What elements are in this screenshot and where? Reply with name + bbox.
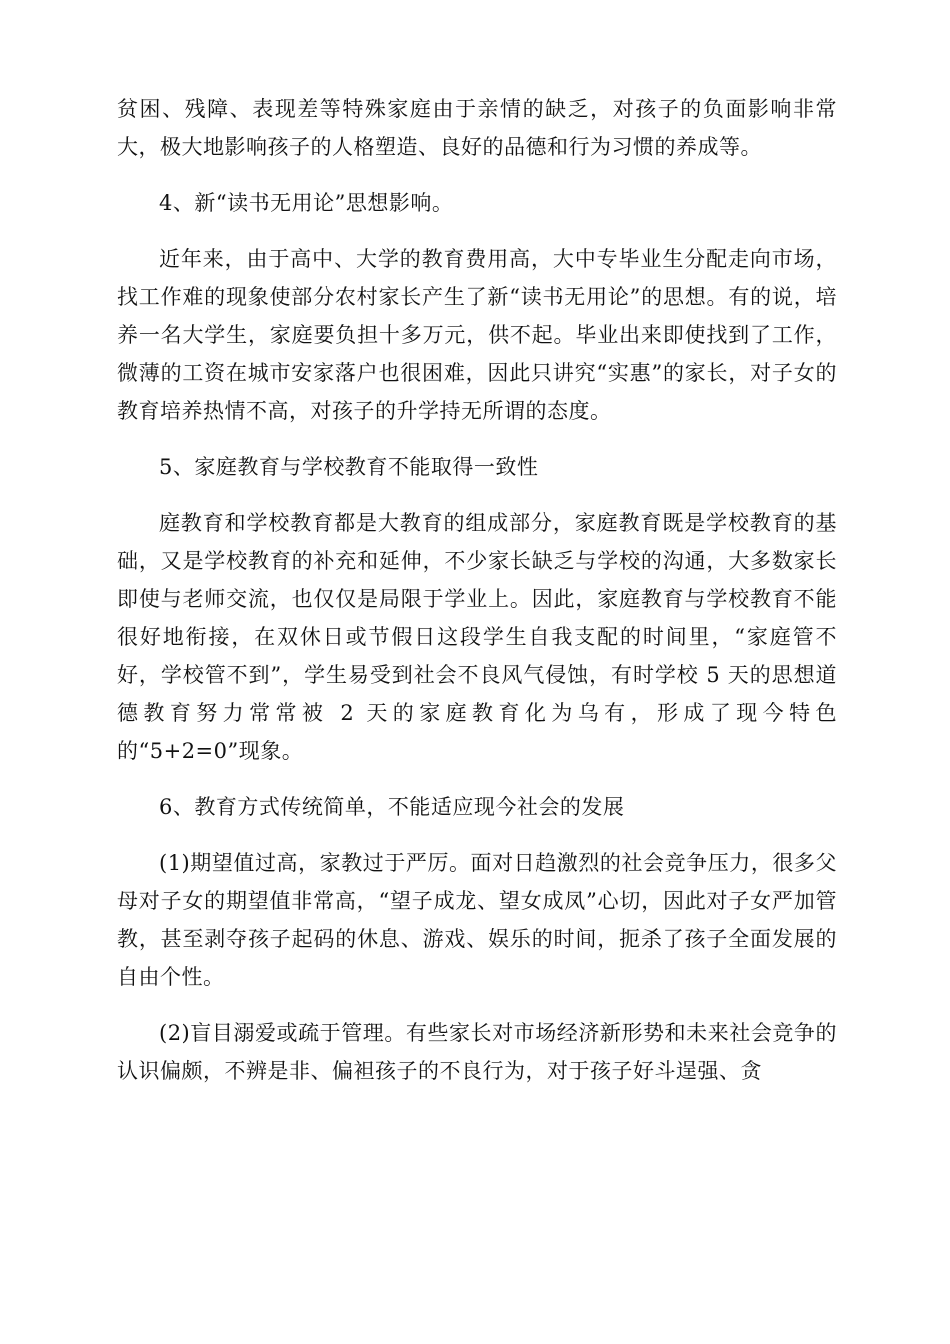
paragraph-section-6-item-2: (2)盲目溺爱或疏于管理。有些家长对市场经济新形势和未来社会竞争的认识偏颇，不辨是非、偏袒孩子的不良行为，对于孩子好斗逞强、贪 [117, 1021, 837, 1083]
section-heading-4: 4、新“读书无用论”思想影响。 [159, 191, 454, 215]
paragraph-section-5: 庭教育和学校教育都是大教育的组成部分，家庭教育既是学校教育的基础，又是学校教育的补充和延伸，不少家长缺乏与学校的沟通，大多数家长即使与老师交流，也仅仅是局限于学业上。因此，家庭教育与学校教育不能很好地衔接，在双休日或节假日这段学生自我支配的时间里，“家庭管不好，学校管不到”，学生易受到社会不良风气侵蚀，有时学校 5 天的思想道德教育努力常常被 2 天的家庭教育化为乌有，形成了现今特色的“5+2=0”现象。 [117, 511, 837, 763]
paragraph-section-4: 近年来，由于高中、大学的教育费用高，大中专毕业生分配走向市场，找工作难的现象使部分农村家长产生了新“读书无用论”的思想。有的说，培养一名大学生，家庭要负担十多万元，供不起。毕业出来即使找到了工作，微薄的工资在城市安家落户也很困难，因此只讲究“实惠”的家长，对子女的教育培养热情不高，对孩子的升学持无所谓的态度。 [117, 247, 837, 423]
paragraph-intro: 贫困、残障、表现差等特殊家庭由于亲情的缺乏，对孩子的负面影响非常大，极大地影响孩子的人格塑造、良好的品德和行为习惯的养成等。 [117, 97, 837, 159]
section-heading-5: 5、家庭教育与学校教育不能取得一致性 [159, 455, 539, 479]
document-body [117, 90, 837, 1090]
section-heading-6: 6、教育方式传统简单，不能适应现今社会的发展 [159, 795, 625, 819]
paragraph-section-6-item-1: (1)期望值过高，家教过于严厉。面对日趋激烈的社会竞争压力，很多父母对子女的期望值非常高，“望子成龙、望女成凤”心切，因此对子女严加管教，甚至剥夺孩子起码的休息、游戏、娱乐的时间，扼杀了孩子全面发展的自由个性。 [117, 851, 837, 989]
